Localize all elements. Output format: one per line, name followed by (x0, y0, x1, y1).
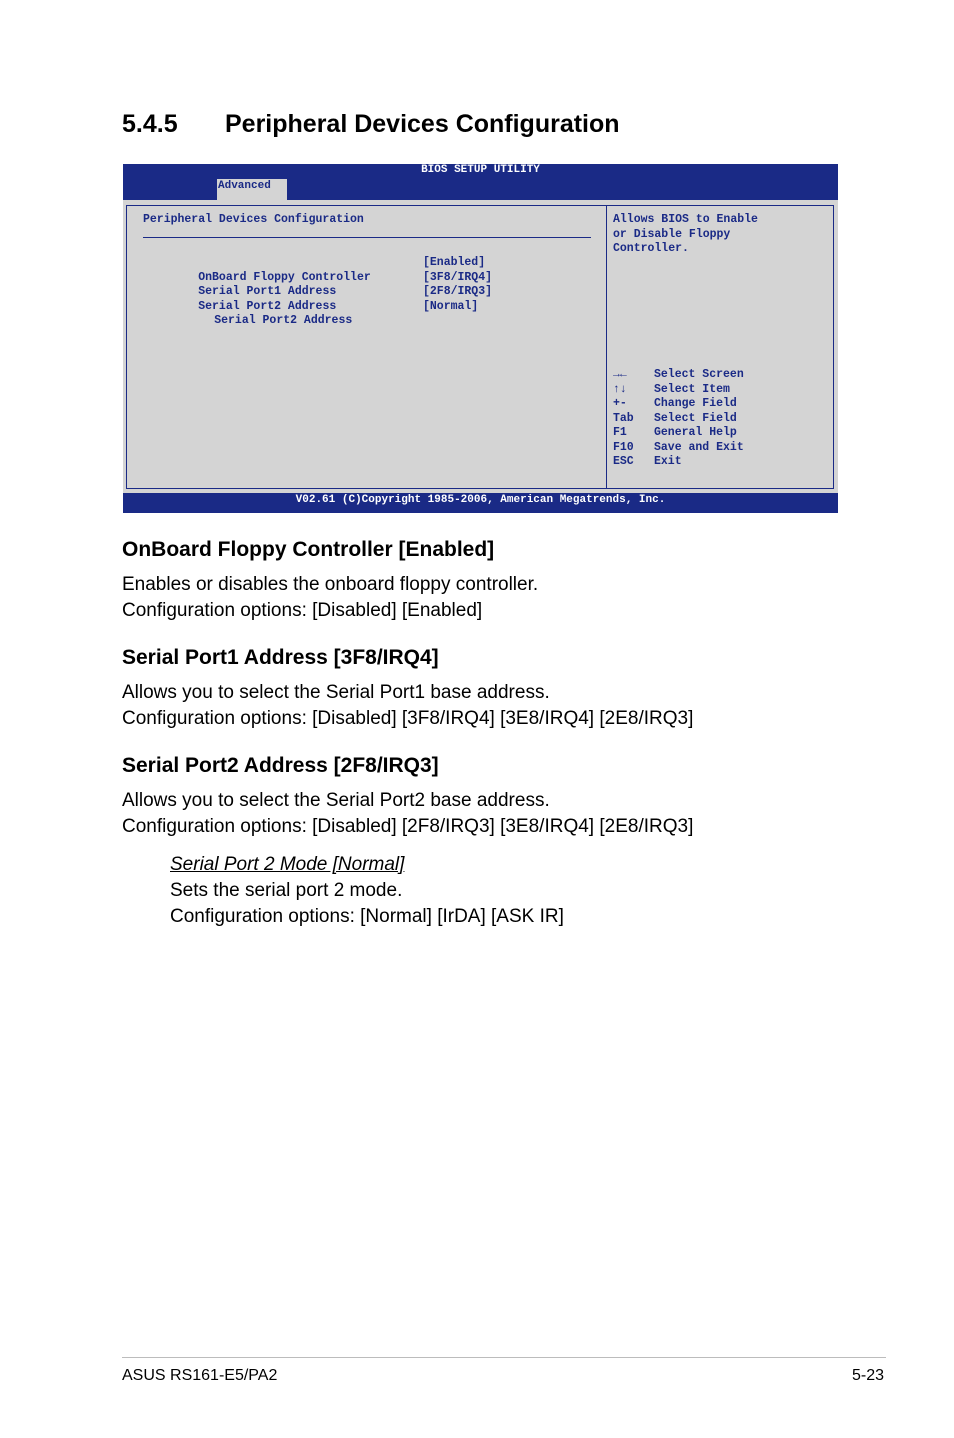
option-value: [Enabled] (423, 256, 486, 269)
footer-model: ASUS RS161-E5/PA2 (122, 1367, 278, 1384)
tab-advanced[interactable] (217, 179, 287, 200)
key-name: F10 (613, 440, 634, 454)
option-serial-port2-mode[interactable] (143, 299, 603, 327)
key-row (613, 412, 823, 427)
key-name: F1 (613, 426, 627, 439)
option-label: OnBoard Floppy Controller (198, 270, 371, 284)
item-heading-serial2: Serial Port2 Address [2F8/IRQ3] (122, 754, 439, 777)
sub-item-serial2-mode (170, 852, 564, 930)
key-row (613, 397, 823, 412)
key-legend (613, 368, 823, 470)
panel-rule (143, 237, 591, 238)
body-line: Enables or disables the onboard floppy controller. (122, 574, 539, 595)
bios-divider (606, 206, 607, 488)
item-body-serial2 (122, 788, 693, 839)
tab-advanced-label: Advanced (218, 180, 271, 192)
key-row (613, 383, 823, 398)
item-body-serial1 (122, 680, 693, 731)
key-desc: Select Item (654, 382, 730, 396)
body-line: Configuration options: [Disabled] [3F8/IRQ4] [3E8/IRQ4] [2E8/IRQ3] (122, 707, 694, 729)
body-line: Configuration options: [Disabled] [Enabled] (122, 599, 483, 621)
footer-rule (122, 1357, 886, 1358)
page-number: 5-23 (852, 1367, 885, 1384)
bios-copyright: V02.61 (C)Copyright 1985-2006, American Megatrends, Inc. (123, 493, 838, 513)
key-row (613, 426, 823, 441)
option-value: [3F8/IRQ4] (423, 270, 493, 284)
bios-title: BIOS SETUP UTILITY (421, 164, 540, 176)
panel-title: Peripheral Devices Configuration (143, 213, 364, 226)
item-body-floppy (122, 572, 538, 623)
arrows-ud-icon: ↑↓ (613, 382, 627, 396)
section-number: 5.4.5 (122, 110, 178, 138)
option-label: Serial Port1 Address (198, 285, 337, 298)
body-line: Configuration options: [Disabled] [2F8/IRQ3] [3E8/IRQ4] [2E8/IRQ3] (122, 815, 694, 837)
body-line: Configuration options: [Normal] [IrDA] [ASK IR] (170, 906, 564, 927)
option-value: [Normal] (423, 299, 479, 313)
help-line: or Disable Floppy (613, 227, 731, 241)
key-row (613, 441, 823, 456)
key-name: +- (613, 397, 627, 410)
option-label: Serial Port2 Address (214, 314, 353, 327)
key-desc: Select Screen (654, 368, 744, 381)
arrows-lr-icon: →← (613, 368, 627, 381)
key-desc: Exit (654, 455, 682, 468)
options-list (143, 256, 603, 327)
help-line: Controller. (613, 242, 689, 255)
key-name: Tab (613, 411, 634, 425)
body-line: Allows you to select the Serial Port2 base address. (122, 790, 550, 811)
key-row (613, 455, 823, 470)
bios-screenshot (123, 164, 838, 513)
option-value: [2F8/IRQ3] (423, 285, 493, 298)
key-desc: Change Field (654, 397, 737, 410)
key-name: ESC (613, 455, 634, 468)
option-label: Serial Port2 Address (198, 299, 337, 313)
item-heading-serial1: Serial Port1 Address [3F8/IRQ4] (122, 646, 439, 669)
section-heading (122, 110, 620, 139)
section-title: Peripheral Devices Configuration (225, 110, 620, 138)
key-desc: Select Field (654, 411, 737, 425)
sub-item-title: Serial Port 2 Mode [Normal] (170, 854, 405, 875)
body-line: Sets the serial port 2 mode. (170, 880, 403, 901)
bios-header (123, 164, 838, 200)
key-row (613, 368, 823, 383)
help-line: Allows BIOS to Enable (613, 213, 758, 226)
key-desc: Save and Exit (654, 440, 744, 454)
key-desc: General Help (654, 426, 737, 439)
body-line: Allows you to select the Serial Port1 base address. (122, 682, 550, 703)
item-heading-floppy: OnBoard Floppy Controller [Enabled] (122, 538, 495, 561)
help-text (613, 213, 823, 257)
